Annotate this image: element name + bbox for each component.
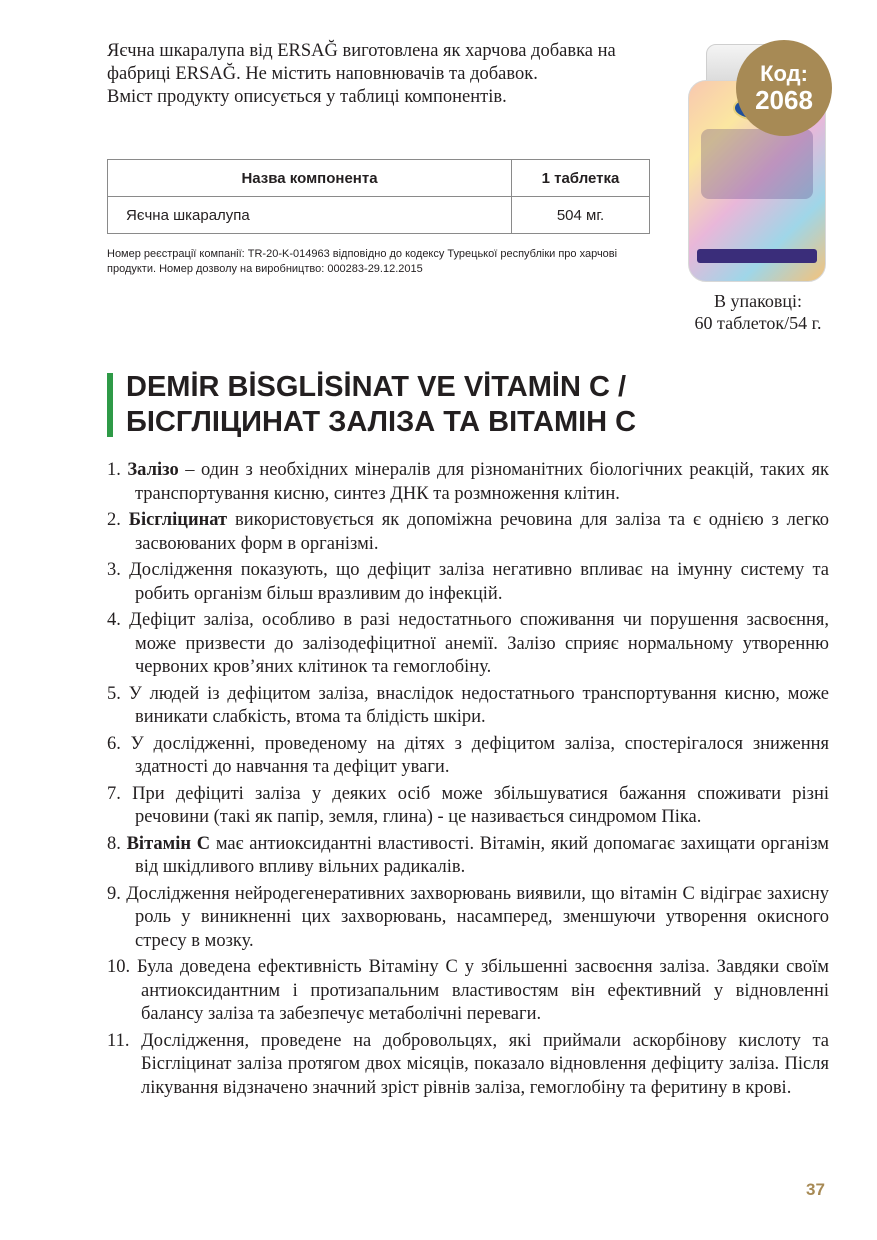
component-table xyxy=(107,159,650,234)
list-item: 5. У людей із дефіцитом заліза, внаслідок недостатнього транспортування кисню, може виникати слабкість, втома та блідість шкіри. xyxy=(107,683,829,727)
section-heading xyxy=(126,370,846,440)
list-item: 3. Дослідження показують, що дефіцит заліза негативно впливає на імунну систему та робить організм більш вразливим до інфекцій. xyxy=(107,560,830,604)
list-item: 1. Залізо – один з необхідних мінералів для різноманітних біологічних реакцій, таких як транспортування кисню, синтез ДНК та розмноження клітин. xyxy=(107,460,830,504)
product-label-artwork xyxy=(701,129,813,199)
table-header-row xyxy=(108,160,650,197)
product-code-value: 2068 xyxy=(755,85,813,115)
intro-paragraph: Яєчна шкаралупа від ERSAĞ виготовлена як харчова добавка на фабриці ERSAĞ. Не містить наповнювачів та добавок. xyxy=(107,41,616,84)
registration-note: Номер реєстрації компанії: TR-20-K-014963 відповідно до кодексу Турецької республіки про харчові продукти. Номер дозволу на виробництво: 000283-29.12.2015 xyxy=(107,248,618,275)
section-accent-bar xyxy=(107,373,113,437)
package-label: В упаковці: xyxy=(713,291,803,311)
section-heading-line-2: БІСГЛІЦИНАТ ЗАЛІЗА ТА ВІТАМІН С xyxy=(126,406,637,438)
component-name-cell: Яєчна шкаралупа xyxy=(108,197,512,234)
list-item: 6. У дослідженні, проведеному на дітях з дефіцитом заліза, спостерігалося зниження здатності до навчання та дефіцит уваги. xyxy=(107,733,829,777)
list-item: 2. Бісгліцинат використовується як допоміжна речовина для заліза та є однією з легко засвоюваних форм в організмі. xyxy=(107,510,829,554)
section-heading-line-1: DEMİR BİSGLİSİNAT VE VİTAMİN C / xyxy=(126,371,626,403)
jar-info-band xyxy=(697,249,817,263)
facts-list xyxy=(107,459,829,1103)
list-item: 8. Вітамін С має антиоксидантні властивості. Вітамін, який допомагає захищати організм від шкідливого впливу вільних радикалів. xyxy=(107,833,830,877)
page-number: 37 xyxy=(806,1180,825,1199)
product-code-badge xyxy=(736,40,832,136)
list-item: 9. Дослідження нейродегенеративних захворювань виявили, що вітамін С відіграє захисну роль у виникненні цих захворювань, насамперед, зменшуючи утворення окисного стресу в мозку. xyxy=(107,883,829,951)
package-contents: 60 таблеток/54 г. xyxy=(694,313,822,333)
list-item: 7. При дефіциті заліза у деяких осіб може збільшуватися бажання споживати різні речовини (такі як папір, земля, глина) - це називається синдромом Піка. xyxy=(107,783,829,827)
header-component-name: Назва компонента xyxy=(108,160,512,197)
list-item: 10. Була доведена ефективність Вітаміну С у збільшенні засвоєння заліза. Завдяки своїм антиоксидантним і протизапальним властивостям він ефективний у відновленні балансу заліза та забезпечує метаболічні переваги. xyxy=(107,957,829,1024)
component-amount-cell: 504 мг. xyxy=(512,197,650,234)
list-item: 11. Дослідження, проведене на добровольцях, які приймали аскорбінову кислоту та Бісгліцинат заліза протягом двох місяців, показало відновлення дефіциту заліза. Після лікування відзначено значний зріст рівнів заліза, гемоглобіну та феритину в крові. xyxy=(107,1030,829,1098)
table-row xyxy=(108,197,650,234)
header-per-tablet: 1 таблетка xyxy=(512,160,650,197)
product-code-label: Код: xyxy=(760,61,808,86)
intro-table-note: Вміст продукту описується у таблиці компонентів. xyxy=(107,87,507,107)
package-info xyxy=(660,290,856,334)
list-item: 4. Дефіцит заліза, особливо в разі недостатнього споживання чи порушення засвоєння, може призвести до залізодефіцитної анемії. Залізо сприяє нормальному утворенню червоних кров’яних клітинок та гемоглобіну. xyxy=(107,610,830,677)
intro-text xyxy=(107,40,667,109)
